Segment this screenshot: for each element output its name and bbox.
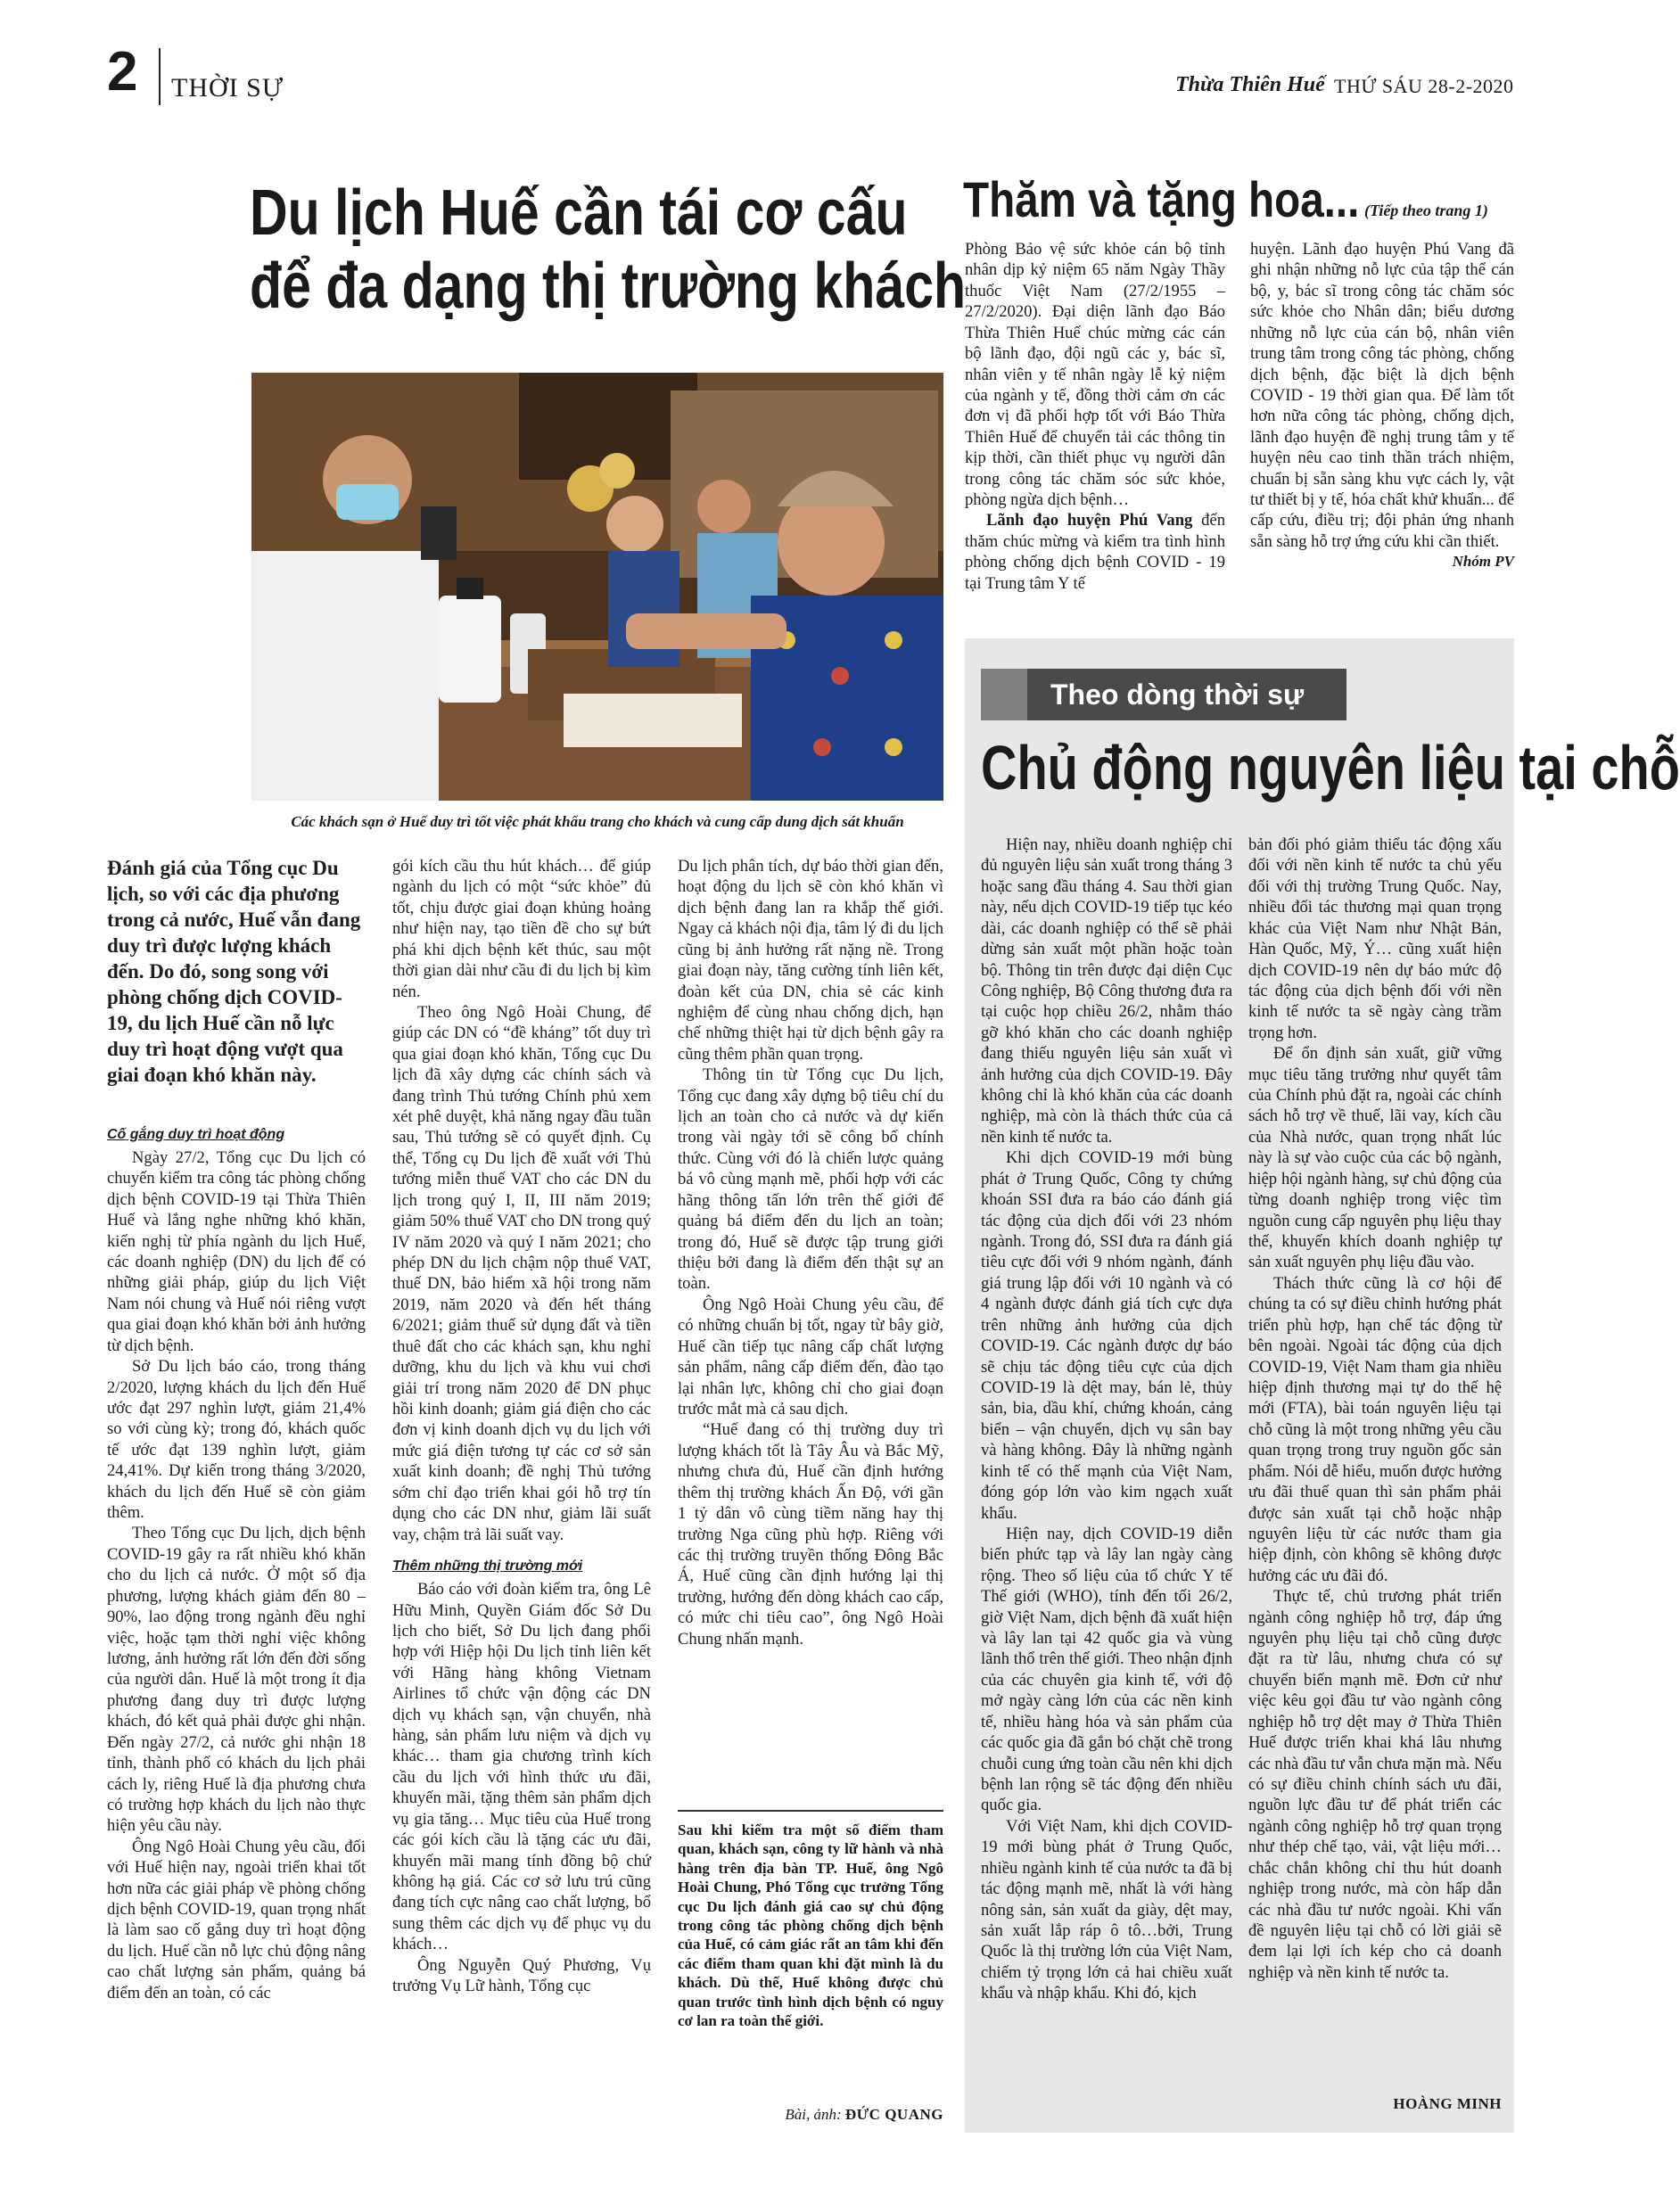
section-name: THỜI SỰ — [171, 73, 284, 103]
article-sapo: Đánh giá của Tổng cục Du lịch, so với các địa phương trong cả nước, Huế vẫn đang duy trì được lượng khách đến. Do đó, song song với phòng chống dịch COVID-19, du lịch Huế cần nỗ lực duy trì hoạt động vượt qua giai đoạn khó khăn này. — [107, 857, 361, 1086]
byline-prefix: Bài, ảnh: — [785, 2106, 842, 2123]
main-headline-line-1: Du lịch Huế cần tái cơ cấu — [250, 177, 908, 249]
column-tag: Theo dòng thời sự — [981, 669, 1346, 720]
note-divider — [678, 1810, 943, 1812]
paragraph: Với Việt Nam, khi dịch COVID-19 mới bùng phát ở Trung Quốc, nhiều ngành kinh tế của nước ta đã bị tác động mạnh mẽ, nhất là với hàng nông sản, sản xuất da giày, dệt may, sản xuất lắp ráp ô tô…bởi, Trung Quốc là thị trường lớn của Việt Nam, chiếm tỷ trọng lớn cả hai chiều xuất khẩu và nhập khẩu. Khi đó, kịch — [981, 1816, 1232, 2003]
header-divider — [159, 48, 161, 105]
box-headline: Chủ động nguyên liệu tại chỗ — [981, 733, 1680, 802]
issue-date: THỨ SÁU 28-2-2020 — [1334, 75, 1514, 97]
newspaper-name: Thừa Thiên Huế — [1175, 73, 1325, 96]
right-signature: Nhóm PV — [1452, 553, 1514, 571]
main-column-2 — [392, 856, 651, 1997]
paragraph: Ông Ngô Hoài Chung yêu cầu, để có những chuẩn bị tốt, ngay từ bây giờ, Huế cần tiếp tục nâng cấp chất lượng sản phẩm, nâng cấp điểm đến, đào tạo lại nhân lực, không chỉ cho giai đoạn trước mắt mà cả sau dịch. — [678, 1295, 943, 1418]
paragraph: Để ổn định sản xuất, giữ vững mục tiêu tăng trưởng như quyết tâm của Chính phủ đặt ra, ngoài các chính sách hỗ trợ về thuế, lãi vay, kích cầu của Nhà nước, quan trọng nhất lúc này là sự vào cuộc của các bộ ngành, hiệp hội ngành hàng, sự chủ động của từng doanh nghiệp trong việc tìm nguồn cung cấp nguyên phụ liệu thay thế, khuyến khích doanh nghiệp tự sản xuất nguyên phụ liệu đầu vào. — [1248, 1044, 1502, 1272]
hotel-reception-photo — [251, 373, 943, 801]
continued-note: (Tiếp theo trang 1) — [1364, 201, 1488, 219]
lead-in: Lãnh đạo huyện Phú Vang — [986, 511, 1193, 530]
paragraph: Du lịch phân tích, dự báo thời gian đến, hoạt động du lịch sẽ còn khó khăn vì dịch bệnh đang lan ra khắp thế giới. Ngay cả khách nội địa, tâm lý đi du lịch cũng bị ảnh hưởng rất nặng nề. Trong giai đoạn này, tăng cường tính liên kết, đoàn kết của DN, chia sẻ các kinh nghiệm để cùng nhau chống dịch, hạn chế những thiệt hại từ dịch bệnh gây ra cũng thêm phần quan trọng. — [678, 857, 943, 1064]
byline-author: ĐỨC QUANG — [844, 2106, 943, 2123]
paragraph: bản đối phó giảm thiểu tác động xấu đối với nền kinh tế nước ta chủ yếu đối với thị trường Trung Quốc. Nay, nhiều đối tác thương mại quan trọng khác của Việt Nam như Nhật Bản, Hàn Quốc, Mỹ, Ý… cũng xuất hiện dịch COVID-19 nên dự báo mức độ tác động của dịch bệnh đối với nền kinh tế nước ta sẽ ngày càng trầm trọng hơn. — [1248, 835, 1502, 1042]
paragraph: Hiện nay, nhiều doanh nghiệp chỉ đủ nguyên liệu sản xuất trong tháng 3 hoặc sang đầu tháng 4. Sau thời gian này, nếu dịch COVID-19 tiếp tục kéo dài, các doanh nghiệp có thể sẽ phải dừng sản xuất một phần hoặc toàn bộ. Thông tin trên được đại diện Cục Công nghiệp, Bộ Công thương đưa ra tại cuộc họp chiều 26/2, nhằm tháo gỡ khó khăn cho các doanh nghiệp đang thiếu nguyên liệu sản xuất vì ảnh hưởng của dịch COVID-19. Đây không chỉ là khó khăn của các doanh nghiệp, mà còn là thách thức của cả nền kinh tế nước ta. — [981, 835, 1232, 1147]
page-number: 2 — [107, 41, 138, 103]
right-headline: Thăm và tặng hoa... — [963, 171, 1360, 227]
subhead-new-markets: Thêm những thị trường mới — [392, 1558, 583, 1574]
paragraph: Sở Du lịch báo cáo, trong tháng 2/2020, lượng khách du lịch đến Huế ước đạt 297 nghìn lượt, giảm 21,4% so với cùng kỳ; trong đó, khách quốc tế ước đạt 139 nghìn lượt, giảm 24,41%. Dự kiến trong tháng 3/2020, khách du lịch đến Huế sẽ còn giảm thêm. — [107, 1357, 366, 1523]
right-column-b — [1250, 239, 1514, 572]
paragraph: Hiện nay, dịch COVID-19 diễn biến phức tạp và lây lan ngày càng rộng. Theo số liệu của tổ chức Y tế Thế giới (WHO), tính đến tối 26/2, giờ Việt Nam, dịch bệnh đã xuất hiện và lây lan tại 42 quốc gia và vùng lãnh thổ trên thế giới. Theo nhận định của các chuyên gia kinh tế, với độ mở ngày càng lớn của các nền kinh tế, nhiều hàng hóa và sản phẩm của các quốc gia đã gắn bó chặt chẽ trong chuỗi cung ứng toàn cầu nên khi dịch bệnh lan rộng sẽ tác động đến nhiều quốc gia. — [981, 1524, 1232, 1815]
main-column-3 — [678, 856, 943, 1649]
box-column-2 — [1248, 835, 1502, 1983]
paragraph-text: đến thăm chúc mừng và kiểm tra tình hình phòng chống dịch bệnh COVID - 19 tại Trung tâm Y tế — [965, 511, 1225, 593]
box-author: HOÀNG MINH — [1393, 2095, 1502, 2112]
main-byline — [678, 2106, 943, 2124]
paragraph: Thách thức cũng là cơ hội để chúng ta có sự điều chỉnh hướng phát triển phù hợp, hạn chế tác động từ bên ngoài. Ngoài tác động của dịch COVID-19, Việt Nam tham gia nhiều hiệp định thương mại tự do thế hệ mới (FTA), bài toán nguyên liệu tại chỗ cũng là một trong những yêu cầu quan trọng trong truy nguồn gốc sản phẩm. Nói dễ hiểu, muốn được hưởng ưu đãi thuế quan thì sản phẩm phải được sản xuất tại chỗ hoặc nhập nguyên liệu từ các nước tham gia hiệp định, còn không sẽ không được hưởng các ưu đãi đó. — [1248, 1273, 1502, 1585]
paragraph: Ông Nguyễn Quý Phương, Vụ trưởng Vụ Lữ hành, Tổng cục — [392, 1955, 651, 1996]
paragraph: Thực tế, chủ trương phát triển ngành công nghiệp hỗ trợ, đáp ứng nguyên phụ liệu tại chỗ cũng được đặt ra từ lâu, nhưng chưa có sự chuyển biến mạnh mẽ. Đơn cử như việc kêu gọi đầu tư vào ngành công nghiệp hỗ trợ dệt may ở Thừa Thiên Huế được triển khai khá lâu nhưng các nhà đầu tư vẫn chưa mặn mà. Nếu có sự điều chỉnh chính sách ưu đãi, nguồn lực đầu tư để phát triển các ngành công nghiệp hỗ trợ quan trọng như thép chế tạo, vải, vật liệu mới… chắc chắn không chỉ thu hút doanh nghiệp trong nước, mà còn hấp dẫn các nhà đầu tư nước ngoài. Khi vấn đề nguyên liệu tại chỗ có lời giải sẽ đem lại lợi ích kép cho cả doanh nghiệp và nền kinh tế nước ta. — [1248, 1587, 1502, 1982]
paragraph: Phòng Bảo vệ sức khỏe cán bộ tỉnh nhân dịp kỷ niệm 65 năm Ngày Thầy thuốc Việt Nam (27/2/1955 – 27/2/2020). Đại diện lãnh đạo Báo Thừa Thiên Huế chúc mừng các cán bộ lãnh đạo, đội ngũ các y, bác sĩ, nhân viên y tế nhân ngày lễ kỷ niệm của ngành y tế, đồng thời cảm ơn các đơn vị đã phối hợp tốt với Báo Thừa Thiên Huế để chuyển tải các thông tin kịp thời, cần thiết phục vụ người dân trong công tác chăm sóc sức khỏe, phòng ngừa dịch bệnh… — [965, 240, 1225, 510]
paragraph: Theo Tổng cục Du lịch, dịch bệnh COVID-19 gây ra rất nhiều khó khăn cho du lịch cả nước. Ở một số địa phương, lượng khách giảm đến 80 – 90%, lao động trong ngành đều nghỉ việc, hoặc tạm thời nghỉ việc không lương, ảnh hưởng rất lớn đến đời sống của người dân. Huế là một trong ít địa phương đang duy trì được lượng khách, đó kết quả phải được ghi nhận. Đến ngày 27/2, cả nước ghi nhận 18 tỉnh, thành phố có khách du lịch phải cách ly, riêng Huế là địa phương chưa có trường hợp khách du lịch nào thực hiện yêu cầu này. — [107, 1524, 366, 1836]
paragraph: Theo ông Ngô Hoài Chung, để giúp các DN có “đề kháng” tốt duy trì qua giai đoạn khó khăn, Tổng cục Du lịch đã xây dựng các chính sách và đang trình Thủ tướng Chính phủ xem xét phê duyệt, khả năng ngay đầu tuần sau, Thủ tướng sẽ có quyết định. Cụ thể, Tổng cụ Du lịch đề xuất với Thủ tướng miễn thuế VAT cho các DN du lịch trong quý I, II, III năm 2019; giảm 50% thuế VAT cho DN trong quý IV năm 2020 và quý I năm 2021; cho phép DN du lịch chậm nộp thuế VAT, thuế DN, bảo hiểm xã hội trong năm 2019, năm 2020 và đến hết tháng 6/2021; giảm thuế sử dụng đất và tiền thuê đất cho các khách sạn, khu nghỉ dưỡng, khu du lịch và khu vui chơi giải trí trong năm 2020 để DN phục hồi kinh doanh; giảm giá điện cho các đơn vị kinh doanh dịch vụ du lịch với mức giá điện tương tự các cơ sở sản xuất kinh doanh; đề nghị Thủ tướng sớm chỉ đạo triển khai gói hỗ trợ tín dụng cho các DN như, giảm lãi suất vay, chậm trả lãi suất vay. — [392, 1002, 651, 1544]
main-column-1 — [107, 856, 366, 2003]
inspection-note: Sau khi kiểm tra một số điểm tham quan, khách sạn, công ty lữ hành và nhà hàng trên địa bàn TP. Huế, ông Ngô Hoài Chung, Phó Tổng cục trưởng Tổng cục Du lịch đánh giá cao sự chủ động trong công tác phòng chống dịch bệnh của Huế, có cảm giác rất an tâm khi đến các điểm tham quan khi đặt mình là du khách. Dù thế, Huế không được chủ quan trước tình hình dịch bệnh có nguy cơ lan ra toàn thế giới. — [678, 1821, 943, 2030]
paragraph: “Huế đang có thị trường duy trì lượng khách tốt là Tây Âu và Bắc Mỹ, nhưng chưa đủ, Huế cần định hướng thêm thị trường khách Ấn Độ, với gần 1 tỷ dân vô cùng tiềm năng hay thị trường Nga cũng phù hợp. Riêng với các thị trường truyền thống Đông Bắc Á, Huế cũng cần định hướng lại thị trường, hướng đến dòng khách cao cấp, có mức chi tiêu cao”, ông Ngô Hoài Chung nhấn mạnh. — [678, 1420, 943, 1649]
main-headline — [250, 177, 967, 323]
paragraph: Khi dịch COVID-19 mới bùng phát ở Trung Quốc, Công ty chứng khoán SSI đưa ra báo cáo đánh giá tác động của dịch đối với 23 nhóm ngành. Trong đó, SSI đưa ra đánh giá tiêu cực đối với 9 nhóm ngành, đánh giá trung lập đối với 10 ngành và có 4 ngành được đánh giá tích cực dựa trên những ảnh hưởng của dịch COVID-19. Các ngành được dự báo sẽ chịu tác động tiêu cực của dịch COVID-19 là dệt may, bán lẻ, thủy sản, bia, dầu khí, chứng khoán, cảng biển – vận chuyển, dịch vụ sân bay và hàng không. Đây là những ngành kinh tế có thế mạnh của Việt Nam, đóng góp lớn vào kim ngạch xuất khẩu. — [981, 1148, 1232, 1523]
paragraph: Báo cáo với đoàn kiểm tra, ông Lê Hữu Minh, Quyền Giám đốc Sở Du lịch cho biết, Sở Du lịch đang phối hợp với Hiệp hội Du lịch tỉnh liên kết với Hãng hàng không Vietnam Airlines tổ chức vận động các DN dịch vụ khách sạn, vận chuyển, nhà hàng, sản phẩm lưu niệm và dịch vụ khác… tham gia chương trình kích cầu du lịch với hình thức ưu đãi, khuyến mãi, tặng thêm sản phẩm dịch vụ gia tăng… Mục tiêu của Huế trong các gói kích cầu là tặng các ưu đãi, khuyến mãi mang tính đồng bộ chứ không hạ giá. Các cơ sở lưu trú cũng đang tích cực nâng cao chất lượng, bổ sung thêm các dịch vụ để phục vụ du khách… — [392, 1580, 651, 1954]
paragraph: huyện. Lãnh đạo huyện Phú Vang đã ghi nhận những nỗ lực của tập thể cán bộ, y, bác sĩ trong công tác chăm sóc sức khỏe cho Nhân dân; biểu dương những nỗ lực của cán bộ, nhân viên trung tâm trong công tác phòng, chống dịch bệnh, đặc biệt là dịch bệnh COVID - 19 thời gian qua. Để làm tốt hơn nữa công tác phòng, chống dịch, lãnh đạo huyện đề nghị trung tâm y tế huyện nêu cao tinh thần trách nhiệm, chuẩn bị sẵn sàng khu vực cách ly, vật tư thiết bị y tế, hóa chất khử khuẩn... để cấp cứu, điều trị; đội phản ứng nhanh sẵn sàng hỗ trợ ứng cứu khi cần thiết. — [1250, 240, 1514, 551]
column-tag-accent — [981, 669, 1027, 720]
box-column-1 — [981, 835, 1232, 2004]
paragraph: Thông tin từ Tổng cục Du lịch, Tổng cục đang xây dựng bộ tiêu chí du lịch an toàn cho cả nước và dự kiến trong vài ngày tới sẽ công bố chính thức. Cùng với đó là chiến lược quảng bá vô cùng mạnh mẽ, phối hợp với các hãng thông tấn lớn trên thế giới để quảng bá điểm đến du lịch an toàn; trong đó, Huế sẽ được tập trung giới thiệu bởi đang là điểm đến thật sự an toàn. — [678, 1065, 943, 1294]
main-headline-line-2: để đa dạng thị trường khách — [250, 251, 967, 323]
subhead-maintain-operation: Cố gắng duy trì hoạt động — [107, 1126, 285, 1142]
paragraph: Ông Ngô Hoài Chung yêu cầu, đối với Huế hiện nay, ngoài triển khai tốt hơn nữa các giải pháp về phòng chống dịch bệnh COVID-19, quan trọng nhất là làm sao cố gắng duy trì hoạt động du lịch. Huế cần nỗ lực chủ động nâng cao chất lượng sản phẩm, quảng bá điểm đến an toàn, có các — [107, 1837, 366, 2002]
paragraph: Ngày 27/2, Tổng cục Du lịch có chuyến kiểm tra công tác phòng chống dịch bệnh COVID-19 tại Thừa Thiên Huế và lắng nghe những khó khăn, kiến nghị từ phía ngành du lịch Huế, các doanh nghiệp (DN) du lịch để có những giải pháp, giúp du lịch Việt Nam nói chung và Huế nói riêng vượt qua giai đoạn khó khăn bởi ảnh hưởng từ dịch bệnh. — [107, 1147, 366, 1355]
photo-illustration — [251, 373, 943, 801]
paragraph: gói kích cầu thu hút khách… để giúp ngành du lịch có một “sức khỏe” đủ tốt, chịu được giai đoạn khủng hoảng như hiện nay, tạo tiền đề cho sự bứt phá khi dịch bệnh kết thúc, sau một thời gian dài như cầu đi du lịch bị kìm nén. — [392, 857, 651, 1001]
right-column-a — [965, 239, 1225, 594]
photo-caption: Các khách sạn ở Huế duy trì tốt việc phát khẩu trang cho khách và cung cấp dung dịch sát khuẩn — [291, 813, 904, 830]
